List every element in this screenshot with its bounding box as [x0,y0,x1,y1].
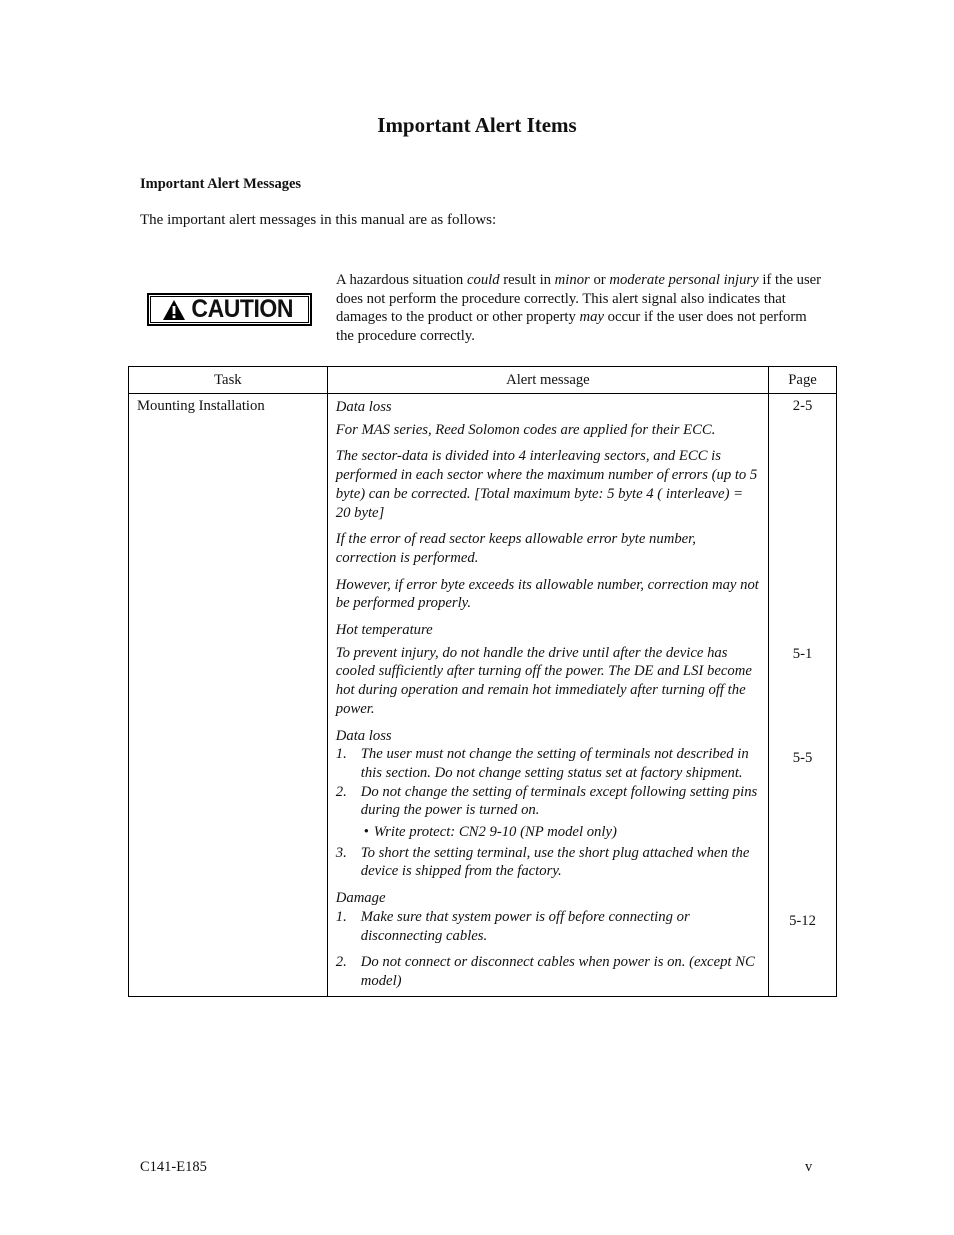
table-header-row [129,367,837,394]
header-alert-message: Alert message [327,367,768,394]
alert-paragraph: If the error of read sector keeps allowable error byte number, correction is performed. [335,531,696,566]
alert-group-data-loss-terminals [336,727,760,882]
alert-title: Hot temperature [335,622,433,639]
list-item: 1. The user must not change the setting of terminals not described in this section. Do not change setting status set at factory shipment. [335,746,749,781]
alert-paragraph: To prevent injury, do not handle the drive until after the device has cooled sufficiently after turning off the power. The DE and LSI become hot during operation and remain hot immediately after turning off the power. [335,644,752,717]
section-heading: Important Alert Messages [140,176,302,192]
list-item: 3. To short the setting terminal, use the short plug attached when the device is shipped from the factory. [335,844,750,880]
page-cell [769,394,837,997]
alert-paragraph: The sector-data is divided into 4 interleaving sectors, and ECC is performed in each sector where the maximum number of errors (up to 5 byte) can be corrected. [Total maximum byte: 5 byte 4 ( interleave) = 20 byte] [335,448,758,521]
page-ref: 5-12 [789,913,816,929]
page-title: Important Alert Items [377,113,577,137]
table-row [129,394,837,997]
warning-triangle-icon [162,299,186,321]
list-item: 2. Do not change the setting of terminals except following setting pins during the power is turned on. [335,783,758,819]
footer-doc-id: C141-E185 [140,1159,207,1175]
alert-title: Damage [335,890,386,907]
caution-label: CAUTION [191,295,293,323]
alert-group-data-loss [336,398,760,613]
task-cell: Mounting Installation [129,394,328,997]
bullet-item: • Write protect: CN2 9-10 (NP model only) [363,824,617,841]
page-ref: 5-5 [792,750,813,766]
alert-message-cell [327,394,768,997]
alert-title: Data loss [335,727,392,744]
caution-badge [147,293,312,326]
footer-page-number: v [805,1159,813,1175]
header-page: Page [769,367,837,394]
alert-table [128,366,837,997]
alert-group-damage [336,889,760,991]
alert-paragraph: However, if error byte exceeds its allowable number, correction may not be performed properly. [335,576,759,612]
intro-text: The important alert messages in this manual are as follows: [140,212,497,228]
page-ref: 2-5 [792,398,813,414]
caution-description: A hazardous situation could result in minor or moderate personal injury if the user does not perform the procedure correctly. This alert signal also indicates that damages to the product or other property may occur if the user does not perform the procedure correctly. [336,272,822,345]
alert-title: Data loss [335,399,392,415]
page-ref: 5-1 [792,646,813,662]
alert-paragraph: For MAS series, Reed Solomon codes are applied for their ECC. [335,421,716,438]
header-task: Task [129,367,328,394]
list-item: 1. Make sure that system power is off before connecting or disconnecting cables. [335,908,690,944]
list-item: 2. Do not connect or disconnect cables when power is on. (except NC model) [335,954,755,989]
alert-group-hot-temperature [336,621,760,719]
